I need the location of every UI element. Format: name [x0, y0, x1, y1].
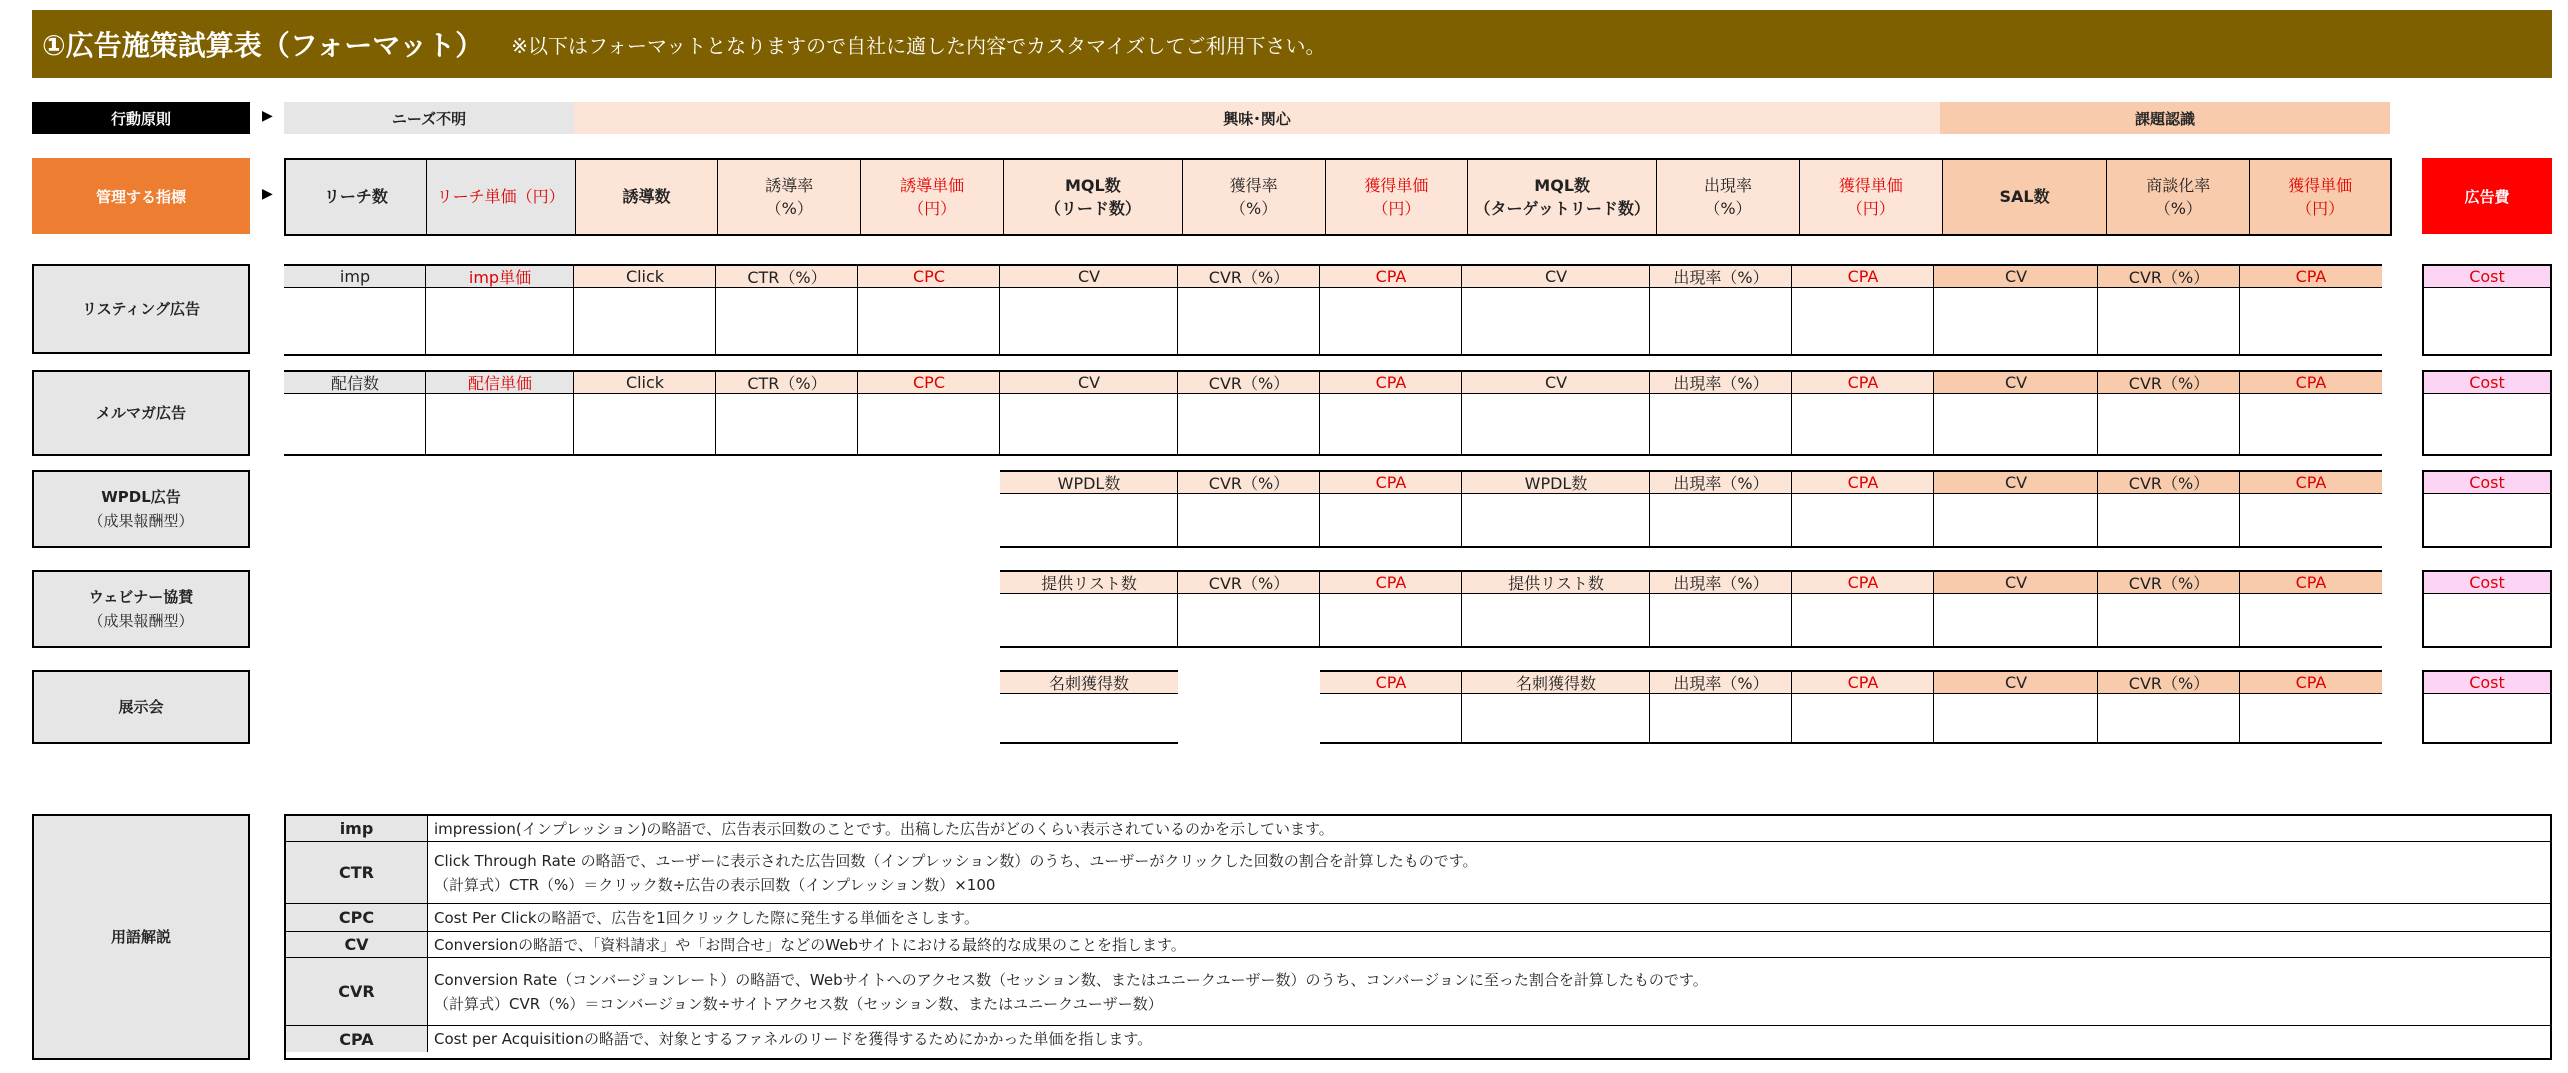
metrics-label: 管理する指標	[32, 158, 250, 234]
title-banner	[32, 10, 2552, 78]
row-2-value-cell-6[interactable]	[1178, 494, 1320, 546]
glossary-term-4: CVR	[286, 958, 428, 1026]
glossary-definition-0	[428, 816, 2550, 842]
row-0-value-cell-10[interactable]	[1792, 288, 1934, 354]
row-4-metric-11: CV	[1934, 672, 2098, 694]
row-3-metric-5: 提供リスト数	[1000, 572, 1178, 594]
row-label-3	[32, 570, 250, 648]
row-0-value-cell-8[interactable]	[1462, 288, 1650, 354]
row-2-metric-9: 出現率（%）	[1650, 472, 1792, 494]
row-0-value-cell-7[interactable]	[1320, 288, 1462, 354]
glossary-term-0: imp	[286, 816, 428, 842]
glossary-definition-line: impression(インプレッション)の略語で、広告表示回数のことです。出稿した広告がどのくらい表示されているのかを示しています。	[434, 819, 1334, 838]
row-1-metric-3: CTR（%）	[716, 372, 858, 394]
glossary-definition-1	[428, 842, 2550, 904]
row-1-cost-label: Cost	[2424, 372, 2550, 394]
row-1-value-cell-2[interactable]	[574, 394, 716, 454]
column-header-0: リーチ数	[286, 160, 427, 234]
row-0-metric-8: CV	[1462, 266, 1650, 288]
row-3-cost-box	[2422, 570, 2552, 648]
row-1-cost-box	[2422, 370, 2552, 456]
row-0-cost-value-cell[interactable]	[2424, 288, 2550, 354]
row-2-metric-7: CPA	[1320, 472, 1462, 494]
glossary-definition-2	[428, 904, 2550, 932]
glossary-term-5: CPA	[286, 1026, 428, 1052]
row-1-metric-7: CPA	[1320, 372, 1462, 394]
row-1-metric-5: CV	[1000, 372, 1178, 394]
row-4-cost-value-cell[interactable]	[2424, 694, 2550, 742]
row-1-value-cell-10[interactable]	[1792, 394, 1934, 454]
row-1-metric-13: CPA	[2240, 372, 2382, 394]
row-2-value-cell-7[interactable]	[1320, 494, 1462, 546]
row-0-metric-3: CTR（%）	[716, 266, 858, 288]
row-1-value-cell-8[interactable]	[1462, 394, 1650, 454]
column-header-5: MQL数 （リード数）	[1004, 160, 1183, 234]
row-2-value-cell-11[interactable]	[1934, 494, 2098, 546]
row-0-metric-13: CPA	[2240, 266, 2382, 288]
row-3-value-cell-10[interactable]	[1792, 594, 1934, 646]
row-2-value-cell-8[interactable]	[1462, 494, 1650, 546]
glossary-definition-line: Cost Per Clickの略語で、広告を1回クリックした際に発生する単価をさします。	[434, 908, 979, 927]
row-3-metric-12: CVR（%）	[2098, 572, 2240, 594]
row-1-value-cell-1[interactable]	[426, 394, 574, 454]
row-label-text: リスティング広告	[82, 300, 200, 318]
row-1-metric-10: CPA	[1792, 372, 1934, 394]
row-0-cost-label: Cost	[2424, 266, 2550, 288]
row-0-metric-5: CV	[1000, 266, 1178, 288]
glossary-label-text: 用語解説	[110, 928, 171, 946]
glossary-term-3: CV	[286, 932, 428, 958]
metrics-arrow-icon: ▶	[262, 186, 273, 202]
row-4-value-cell-13[interactable]	[2240, 694, 2382, 742]
glossary-definition-line: Cost per Acquisitionの略語で、対象とするファネルのリードを獲得するためにかかった単価を指します。	[434, 1030, 1153, 1048]
row-label-4	[32, 670, 250, 744]
row-4-value-cell-9[interactable]	[1650, 694, 1792, 742]
row-1-metric-8: CV	[1462, 372, 1650, 394]
row-3-value-cell-11[interactable]	[1934, 594, 2098, 646]
row-label-sub: （成果報酬型）	[88, 512, 194, 530]
behavior-label: 行動原則	[32, 102, 250, 134]
column-header-11: SAL数	[1943, 160, 2108, 234]
row-0-value-cell-0[interactable]	[284, 288, 426, 354]
row-1-metric-9: 出現率（%）	[1650, 372, 1792, 394]
stage-needs-unknown: ニーズ不明	[284, 102, 574, 134]
row-0-value-cell-2[interactable]	[574, 288, 716, 354]
row-3-cost-value-cell[interactable]	[2424, 594, 2550, 646]
row-0-metric-7: CPA	[1320, 266, 1462, 288]
row-1-metric-11: CV	[1934, 372, 2098, 394]
row-4-value-cell-10[interactable]	[1792, 694, 1934, 742]
column-header-6: 獲得率 （%）	[1183, 160, 1326, 234]
row-0-value-cell-5[interactable]	[1000, 288, 1178, 354]
row-0-value-cell-4[interactable]	[858, 288, 1000, 354]
row-2-metric-10: CPA	[1792, 472, 1934, 494]
glossary-term-2: CPC	[286, 904, 428, 932]
row-4-value-cell-12[interactable]	[2098, 694, 2240, 742]
row-4-metric-12: CVR（%）	[2098, 672, 2240, 694]
glossary-label	[32, 814, 250, 1060]
row-label-sub: （成果報酬型）	[88, 612, 194, 630]
row-3-cost-label: Cost	[2424, 572, 2550, 594]
row-3-value-cell-9[interactable]	[1650, 594, 1792, 646]
page-title: ①広告施策試算表（フォーマット）	[42, 29, 484, 62]
row-1-cost-value-cell[interactable]	[2424, 394, 2550, 454]
glossary-definition-line: （計算式）CTR（%）＝クリック数÷広告の表示回数（インプレッション数）×100	[434, 875, 996, 894]
glossary-definition-line: Conversionの略語で、「資料請求」や「お問合せ」などのWebサイトにおける最終的な成果のことを指します。	[434, 935, 1186, 954]
row-2-metric-11: CV	[1934, 472, 2098, 494]
row-1-metric-6: CVR（%）	[1178, 372, 1320, 394]
row-4-metric-10: CPA	[1792, 672, 1934, 694]
metrics-header-row	[284, 158, 2392, 236]
column-header-1: リーチ単価（円）	[427, 160, 576, 234]
row-label-1	[32, 370, 250, 456]
row-3-value-cell-5[interactable]	[1000, 594, 1178, 646]
row-1-value-cell-0[interactable]	[284, 394, 426, 454]
page-note: ※以下はフォーマットとなりますので自社に適した内容でカスタマイズしてご利用下さい。	[511, 33, 1326, 58]
row-0-value-cell-12[interactable]	[2098, 288, 2240, 354]
row-3-metric-10: CPA	[1792, 572, 1934, 594]
row-label-text: メルマガ広告	[95, 404, 186, 422]
row-0-metric-1: imp単価	[426, 266, 574, 288]
row-3-value-cell-12[interactable]	[2098, 594, 2240, 646]
row-4-value-cell-5[interactable]	[1000, 694, 1178, 742]
glossary-definition-4	[428, 958, 2550, 1026]
row-0-metric-6: CVR（%）	[1178, 266, 1320, 288]
row-1-value-cell-6[interactable]	[1178, 394, 1320, 454]
row-4-value-cell-11[interactable]	[1934, 694, 2098, 742]
column-header-13: 獲得単価 （円）	[2250, 160, 2390, 234]
row-2-cost-value-cell[interactable]	[2424, 494, 2550, 546]
row-2-metric-6: CVR（%）	[1178, 472, 1320, 494]
row-label-text: WPDL広告	[101, 488, 181, 506]
row-0-metric-0: imp	[284, 266, 426, 288]
row-1-metric-0: 配信数	[284, 372, 426, 394]
row-1-value-cell-5[interactable]	[1000, 394, 1178, 454]
row-0-value-cell-11[interactable]	[1934, 288, 2098, 354]
column-header-12: 商談化率 （%）	[2107, 160, 2250, 234]
row-1-value-cell-12[interactable]	[2098, 394, 2240, 454]
row-2-metric-8: WPDL数	[1462, 472, 1650, 494]
row-0-metric-10: CPA	[1792, 266, 1934, 288]
row-4-value-cell-7[interactable]	[1320, 694, 1462, 742]
row-3-metric-11: CV	[1934, 572, 2098, 594]
row-1-value-cell-7[interactable]	[1320, 394, 1462, 454]
row-0-group-0	[284, 264, 2382, 356]
row-3-value-cell-13[interactable]	[2240, 594, 2382, 646]
row-label-2	[32, 470, 250, 548]
row-1-metric-1: 配信単価	[426, 372, 574, 394]
glossary-definition-5	[428, 1026, 2550, 1052]
row-4-group-1	[1320, 670, 2382, 744]
row-3-metric-7: CPA	[1320, 572, 1462, 594]
row-0-value-cell-13[interactable]	[2240, 288, 2382, 354]
glossary-definition-line: Conversion Rate（コンバージョンレート）の略語で、Webサイトへのアクセス数（セッション数、またはユニークユーザー数）のうち、コンバージョンに至った割合を計算したものです。	[434, 970, 1708, 989]
row-2-value-cell-12[interactable]	[2098, 494, 2240, 546]
row-0-value-cell-1[interactable]	[426, 288, 574, 354]
row-3-group-0	[1000, 570, 2382, 648]
row-4-cost-box	[2422, 670, 2552, 744]
row-4-metric-9: 出現率（%）	[1650, 672, 1792, 694]
column-header-8: MQL数 （ターゲットリード数）	[1468, 160, 1657, 234]
column-header-7: 獲得単価 （円）	[1326, 160, 1469, 234]
column-header-4: 誘導単価 （円）	[861, 160, 1004, 234]
stage-awareness: 課題認識	[1940, 102, 2390, 134]
row-0-value-cell-3[interactable]	[716, 288, 858, 354]
row-label-0	[32, 264, 250, 354]
row-2-cost-label: Cost	[2424, 472, 2550, 494]
row-0-metric-2: Click	[574, 266, 716, 288]
ad-cost-label: 広告費	[2422, 158, 2552, 234]
row-2-metric-13: CPA	[2240, 472, 2382, 494]
column-header-10: 獲得単価 （円）	[1800, 160, 1943, 234]
column-header-2: 誘導数	[576, 160, 719, 234]
row-4-group-0	[1000, 670, 1178, 744]
row-0-value-cell-9[interactable]	[1650, 288, 1792, 354]
row-1-value-cell-11[interactable]	[1934, 394, 2098, 454]
row-1-value-cell-9[interactable]	[1650, 394, 1792, 454]
row-4-metric-5: 名刺獲得数	[1000, 672, 1178, 694]
column-header-3: 誘導率 （%）	[718, 160, 861, 234]
row-0-metric-4: CPC	[858, 266, 1000, 288]
row-4-cost-label: Cost	[2424, 672, 2550, 694]
row-2-metric-12: CVR（%）	[2098, 472, 2240, 494]
row-2-value-cell-10[interactable]	[1792, 494, 1934, 546]
row-1-group-0	[284, 370, 2382, 456]
row-1-value-cell-13[interactable]	[2240, 394, 2382, 454]
behavior-arrow-icon: ▶	[262, 108, 273, 124]
row-2-value-cell-9[interactable]	[1650, 494, 1792, 546]
row-2-cost-box	[2422, 470, 2552, 548]
row-2-metric-5: WPDL数	[1000, 472, 1178, 494]
row-label-text: ウェビナー協賛	[88, 588, 194, 606]
row-3-metric-6: CVR（%）	[1178, 572, 1320, 594]
row-2-group-0	[1000, 470, 2382, 548]
column-header-9: 出現率 （%）	[1657, 160, 1800, 234]
row-1-metric-2: Click	[574, 372, 716, 394]
row-2-value-cell-5[interactable]	[1000, 494, 1178, 546]
row-1-value-cell-4[interactable]	[858, 394, 1000, 454]
row-0-metric-9: 出現率（%）	[1650, 266, 1792, 288]
glossary-definition-line: （計算式）CVR（%）＝コンバージョン数÷サイトアクセス数（セッション数、またはユニークユーザー数）	[434, 994, 1163, 1013]
row-4-metric-7: CPA	[1320, 672, 1462, 694]
glossary-definition-line: Click Through Rate の略語で、ユーザーに表示された広告回数（インプレッション数）のうち、ユーザーがクリックした回数の割合を計算したものです。	[434, 851, 1478, 870]
row-1-metric-12: CVR（%）	[2098, 372, 2240, 394]
row-4-metric-8: 名刺獲得数	[1462, 672, 1650, 694]
row-3-metric-13: CPA	[2240, 572, 2382, 594]
row-3-metric-8: 提供リスト数	[1462, 572, 1650, 594]
glossary-definition-3	[428, 932, 2550, 958]
glossary-term-1: CTR	[286, 842, 428, 904]
row-4-value-cell-8[interactable]	[1462, 694, 1650, 742]
row-label-text: 展示会	[118, 698, 164, 716]
row-0-metric-11: CV	[1934, 266, 2098, 288]
row-4-metric-13: CPA	[2240, 672, 2382, 694]
row-0-value-cell-6[interactable]	[1178, 288, 1320, 354]
row-0-cost-box	[2422, 264, 2552, 356]
row-3-value-cell-8[interactable]	[1462, 594, 1650, 646]
row-3-value-cell-6[interactable]	[1178, 594, 1320, 646]
row-1-metric-4: CPC	[858, 372, 1000, 394]
stage-interest: 興味･関心	[574, 102, 1940, 134]
row-3-value-cell-7[interactable]	[1320, 594, 1462, 646]
row-2-value-cell-13[interactable]	[2240, 494, 2382, 546]
row-0-metric-12: CVR（%）	[2098, 266, 2240, 288]
row-1-value-cell-3[interactable]	[716, 394, 858, 454]
glossary-table	[284, 814, 2552, 1060]
row-3-metric-9: 出現率（%）	[1650, 572, 1792, 594]
